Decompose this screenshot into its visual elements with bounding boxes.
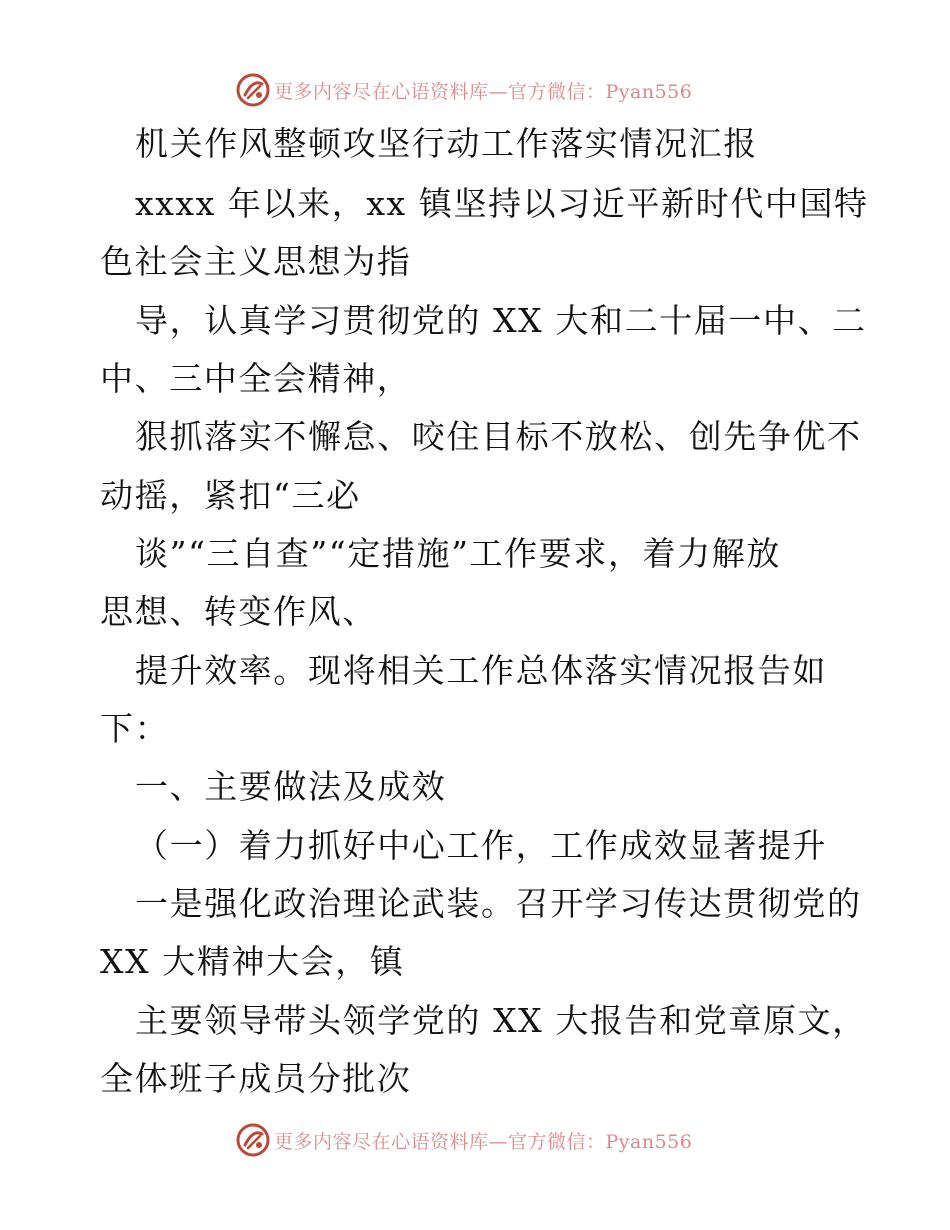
- paragraph-line: 中、三中全会精神，: [100, 359, 412, 398]
- paragraph-line: 思想、转变作风、: [100, 592, 377, 631]
- paragraph-line: 狠抓落实不懈怠、咬住目标不放松、创先争优不: [135, 417, 862, 456]
- watermark-text: 更多内容尽在心语资料库—官方微信：Pyan556: [274, 80, 693, 103]
- document-title: 机关作风整顿攻坚行动工作落实情况汇报: [135, 124, 758, 163]
- paragraph-line: 色社会主义思想为指: [100, 242, 412, 281]
- paragraph-line: 全体班子成员分批次: [100, 1059, 412, 1098]
- paragraph-line: 动摇，紧扣“三必: [100, 476, 361, 515]
- paragraph-line: XX 大精神大会，镇: [100, 942, 405, 981]
- header-watermark: [236, 72, 692, 108]
- paragraph-line: 导，认真学习贯彻党的 XX 大和二十届一中、二: [135, 301, 867, 340]
- paragraph-line: 下：: [100, 709, 170, 748]
- paragraph-line: 提升效率。现将相关工作总体落实情况报告如: [135, 651, 827, 690]
- section-heading: 一、主要做法及成效: [135, 767, 447, 806]
- watermark-text: 更多内容尽在心语资料库—官方微信：Pyan556: [274, 1130, 693, 1153]
- library-logo-icon: [236, 1123, 270, 1157]
- paragraph-line: 主要领导带头领学党的 XX 大报告和党章原文，: [135, 1001, 867, 1040]
- paragraph-line: 谈”“三自查”“定措施”工作要求，着力解放: [135, 534, 781, 573]
- paragraph-line: 一是强化政治理论武装。召开学习传达贯彻党的: [135, 884, 862, 923]
- footer-watermark: [236, 1122, 692, 1158]
- paragraph-line: xxxx 年以来，xx 镇坚持以习近平新时代中国特: [135, 184, 869, 223]
- library-logo-icon: [236, 73, 270, 107]
- subsection-heading: （一）着力抓好中心工作，工作成效显著提升: [135, 826, 827, 865]
